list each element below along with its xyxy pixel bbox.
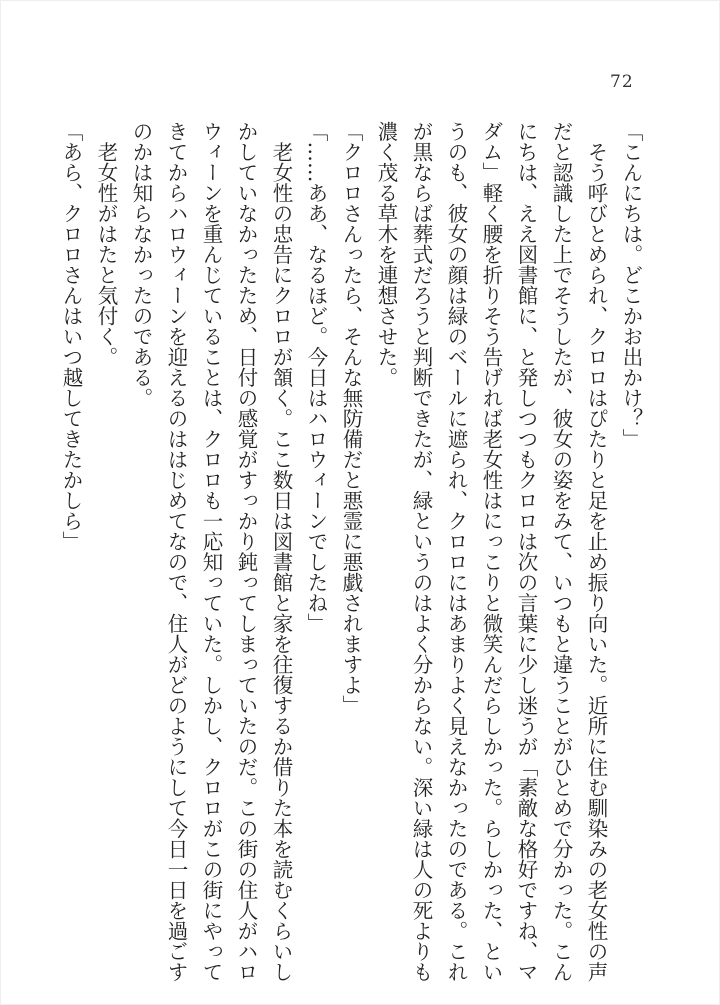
text-line: だと認識した上でそうしたが、彼女の姿をみて、いつもと違うことがひとめで分かった。こん — [549, 121, 573, 982]
text-line: そう呼びとめられ、クロロはぴたりと足を止め振り向いた。近所に住む馴染みの老女性の声 — [584, 121, 608, 982]
text-line: にちは、ええ図書館に、と発しつつもクロロは次の言葉に少し迷うが「素敵な格好ですね、マ — [514, 121, 538, 982]
text-line: ウィーンを重んじていることは、クロロも一応知っていた。しかし、クロロがこの街にやって — [199, 121, 223, 982]
page-number: 72 — [610, 72, 634, 92]
text-line: きてからハロウィーンを迎えるのははじめてなので、住人がどのようにして今日一日を過ごす — [164, 121, 188, 982]
text-line: うのも、彼女の顔は緑のベールに遮られ、クロロにはあまりよく見えなかったのである。これ — [444, 121, 468, 982]
text-line: 濃く茂る草木を連想させた。 — [374, 121, 398, 388]
text-line: 「クロロさんったら、そんな無防備だと悪霊に悪戯されますよ」 — [339, 121, 363, 716]
text-line: 老女性の忠告にクロロが頷く。ここ数日は図書館と家を往復するか借りた本を読むくらいし — [269, 121, 293, 982]
text-line: ダム」軽く腰を折りそう告げれば老女性はにっこりと微笑んだらしかった。らしかった、とい — [479, 121, 503, 982]
text-line: 「……ああ、なるほど。今日はハロウィーンでしたね」 — [304, 121, 328, 634]
text-line: かしていなかったため、日付の感覚がすっかり鈍ってしまっていたのだ。この街の住人がハロ — [234, 121, 258, 982]
text-line: のかは知らなかったのである。 — [129, 121, 153, 408]
text-line: 「こんにちは。どこかお出かけ？」 — [619, 121, 643, 449]
text-line: が黒ならば葬式だろうと判断できたが、緑というのはよく分からない。深い緑は人の死よりも — [409, 121, 433, 982]
text-line: 老女性がはたと気付く。 — [94, 121, 118, 367]
text-line: 「あら、クロロさんはいつ越してきたかしら」 — [59, 121, 83, 552]
vertical-body-text — [53, 121, 648, 982]
